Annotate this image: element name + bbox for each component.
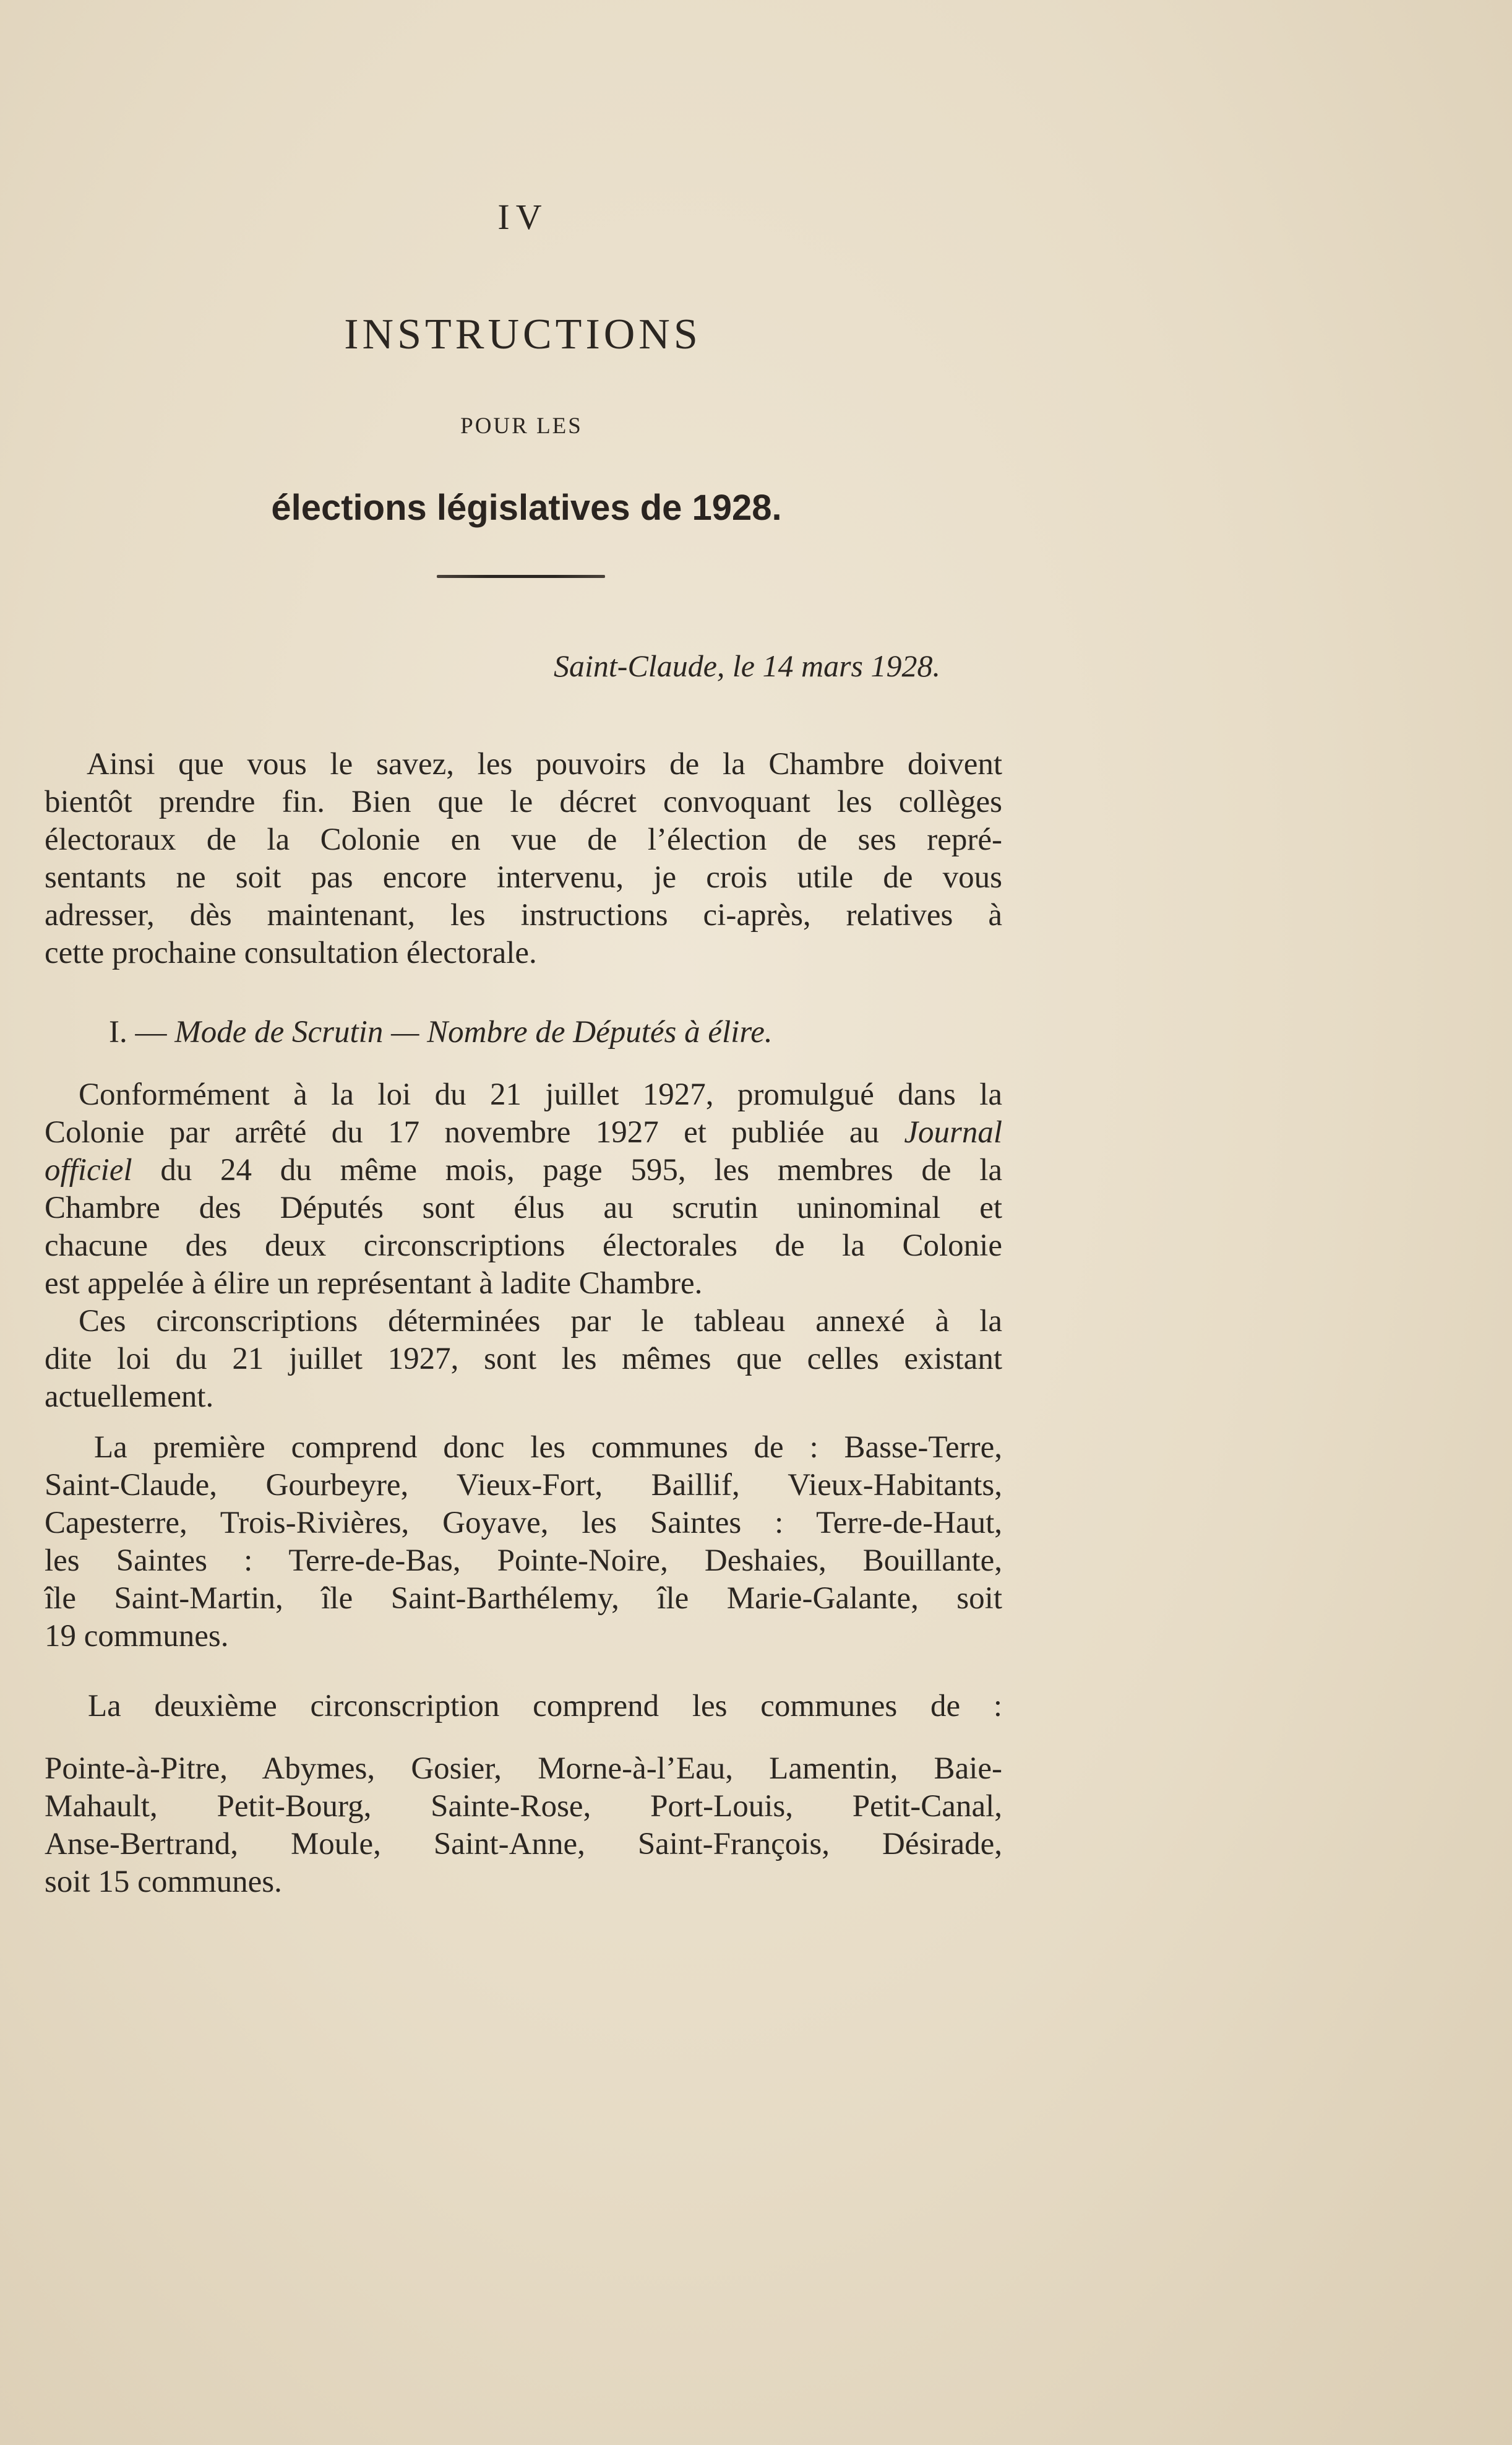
text-segment: Colonie par arrêté du 17 novembre 1927 et publiée au [45, 1115, 904, 1150]
text-line [45, 1114, 1002, 1152]
text-line: sentants ne soit pas encore intervenu, je crois utile de vous [45, 860, 1002, 895]
text-line [109, 1014, 1000, 1051]
title-rule [437, 575, 605, 578]
text-line: cette prochaine consultation électorale. [45, 936, 537, 970]
text-line: bientôt prendre fin. Bien que le décret convoquant les collèges [45, 785, 1002, 819]
paragraph [45, 1303, 1002, 1416]
text-line: Saint-Claude, Gourbeyre, Vieux-Fort, Baillif, Vieux-Habitants, [45, 1468, 1002, 1503]
text-line: Conformément à la loi du 21 juillet 1927, promulgué dans la [79, 1077, 1002, 1112]
chapter-number: IV [497, 197, 548, 237]
text-line: Capesterre, Trois-Rivières, Goyave, les Saintes : Terre-de-Haut, [45, 1506, 1002, 1540]
text-line: Ces circonscriptions déterminées par le tableau annexé à la [79, 1304, 1002, 1339]
paragraph [45, 1429, 1002, 1655]
place-date: Saint-Claude, le 14 mars 1928. [554, 649, 940, 683]
text-line: La première comprend donc les communes de : Basse-Terre, [94, 1430, 1002, 1465]
text-line: les Saintes : Terre-de-Bas, Pointe-Noire, Deshaies, Bouillante, [45, 1543, 1002, 1578]
document-heading: élections législatives de 1928. [271, 488, 782, 528]
paragraph [45, 1688, 1002, 1725]
text-line: soit 15 communes. [45, 1865, 282, 1899]
document-title: INSTRUCTIONS [344, 311, 702, 358]
document-subtitle: POUR LES [460, 413, 583, 439]
text-line: île Saint-Martin, île Saint-Barthélemy, île Marie-Galante, soit [45, 1581, 1002, 1616]
italic-text: Journal [904, 1115, 1002, 1150]
text-line: Chambre des Députés sont élus au scrutin uninominal et [45, 1191, 1002, 1225]
text-line: est appelée à élire un représentant à ladite Chambre. [45, 1266, 703, 1301]
text-line: Ainsi que vous le savez, les pouvoirs de la Chambre doivent [87, 747, 1002, 782]
text-line: adresser, dès maintenant, les instructions ci-après, relatives à [45, 898, 1002, 933]
paragraph [45, 1076, 1002, 1303]
italic-text: officiel [45, 1153, 132, 1188]
text-line: Mahault, Petit-Bourg, Sainte-Rose, Port-Louis, Petit-Canal, [45, 1789, 1002, 1824]
italic-text: Mode de Scrutin — Nombre de Députés à élire. [174, 1015, 773, 1050]
section-heading [109, 1014, 1000, 1051]
text-segment: du 24 du même mois, page 595, les membres de la [132, 1153, 1002, 1188]
paragraph [45, 746, 1002, 972]
text-line: électoraux de la Colonie en vue de l’élection de ses repré- [45, 822, 1002, 857]
text-line: dite loi du 21 juillet 1927, sont les mêmes que celles existant [45, 1342, 1002, 1376]
text-line: Anse-Bertrand, Moule, Saint-Anne, Saint-François, Désirade, [45, 1827, 1002, 1861]
paragraph [45, 1750, 1002, 1901]
text-line: chacune des deux circonscriptions électorales de la Colonie [45, 1228, 1002, 1263]
text-line [45, 1152, 1002, 1189]
text-segment: I. — [109, 1015, 175, 1050]
text-line: La deuxième circonscription comprend les communes de : [88, 1689, 1002, 1723]
text-line: 19 communes. [45, 1619, 229, 1654]
text-line: Pointe-à-Pitre, Abymes, Gosier, Morne-à-l’Eau, Lamentin, Baie- [45, 1751, 1002, 1786]
text-line: actuellement. [45, 1379, 214, 1414]
